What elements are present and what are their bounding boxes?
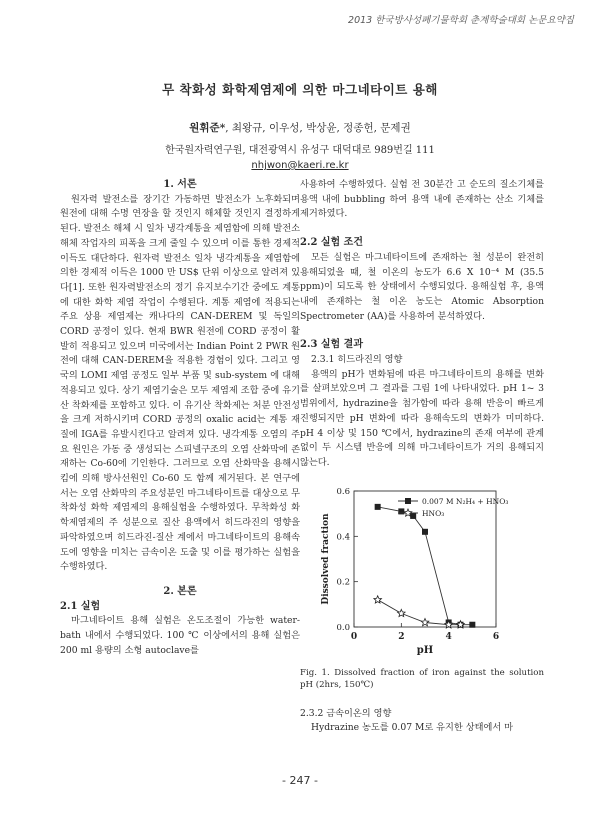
y-tick-label: 0.6 [336, 486, 350, 497]
x-axis-label: pH [416, 644, 434, 656]
section-body-title: 2. 본론 [163, 585, 197, 597]
data-point [422, 528, 428, 534]
left-column [60, 178, 300, 659]
x-tick-label: 4 [445, 631, 452, 642]
subsection-2-3-2-paragraph: Hydrazine 농도를 0.07 M로 유지한 상태에서 마 [311, 722, 514, 734]
series-line [378, 507, 473, 625]
authors [0, 120, 600, 135]
figure-1 [300, 477, 544, 667]
y-tick-label: 0.0 [336, 622, 350, 633]
data-point [374, 595, 382, 602]
affiliation: 한국원자력연구원, 대전광역시 유성구 대덕대로 989번길 111 [165, 145, 435, 156]
paper-title: 무 착화성 화학제염제에 의한 마그네타이트 용해 [162, 82, 438, 97]
data-point [398, 609, 406, 616]
title-block [0, 80, 600, 171]
y-tick-label: 0.4 [336, 531, 350, 542]
subsection-2-2-paragraph: 모든 실험은 마그네타이트에 존재하는 철 성분이 완전히 용해되었을 때, 철 이온의 농도가 6.6 X 10⁻⁴ M (35.5 ppm)이 되도록 한 상태에서 수행되었다. 용해실험 후, 용액 내에 존재하는 철 이온 농도는 Atomic Absorption Spectrometer (AA)를 사용하여 분석하였다. [300, 251, 544, 322]
legend-label: HNO₃ [422, 508, 445, 518]
subsection-2-2-title: 2.2 실험 조건 [300, 237, 364, 249]
subsection-2-3-2-title: 2.3.2 금속이온의 영향 [300, 707, 392, 719]
x-tick-label: 6 [492, 631, 500, 642]
introduction-paragraph: 원자력 발전소를 장기간 가동하면 발전소가 노후화되며 원전에 대해 수명 연장을 할 것인지 해체할 것인지 결정하게 된다. 발전소 해체 시 일차 냉각계통을 제염함에 의해 발전소 해체 작업자의 피폭을 크게 줄일 수 있으며 이를 통한 경제적 이득도 대단하다. 원자력 발전소 일차 냉각계통을 제염함에 의한 경제적 이득은 1000 만 US$ 단위 이상으로 알려져 있다[1]. 또한 원자력발전소의 정기 유지보수기간 중에도 계통에 대한 화학 제염 작업이 수행된다. 계통 제염에 적용되는 주요 상용 제염제는 캐나다의 CAN-DEREM 및 독일의 CORD 공정이 있다. 현재 BWR 원전에 CORD 공정이 활발히 적용되고 있으며 미국에서는 Indian Point 2 PWR 원전에 대해 CAN-DEREM을 적용한 경험이 있다. 그리고 영국의 LOMI 제염 공정도 일부 부품 및 sub-system 에 대해 적용되고 있다. 상기 제염기술은 모두 제염제 조합 중에 유기산 착화제를 포함하고 있다. 이 유기산 착화제는 처분 안전성을 크게 저하시키며 CORD 공정의 oxalic acid는 계통 재질에 IGA를 유발시킨다고 알려져 있다. 냉각계통 오염의 주요 원인은 가동 중 생성되는 스피넬구조의 오염 산화막에 존재하는 Co-60에 기인한다. 그러므로 오염 산화막을 용해시킴에 의해 방사선원인 Co-60 도 함께 제거된다. 본 연구에서는 오염 산화막의 주요성분인 마그네타이트를 대상으로 무 착화성 화학 제염제의 용해실험을 수행하였다. 무착화성 화학제염제의 주 성분으로 질산 용액에서 히드라진의 영향을 파악하였으며 히드라진-질산 계에서 마그네타이트의 용해속도에 영향을 미치는 금속이온 도출 및 이를 평가하는 실험을 수행하였다. [60, 193, 300, 573]
legend-marker [405, 498, 411, 504]
subsection-2-1-paragraph: 마그네타이트 용해 실험은 온도조절이 가능한 water-bath 내에서 수행되었다. 100 ℃ 이상에서의 용해 실험은 200 ml 용량의 소형 autoclave를 [60, 615, 300, 656]
subsection-2-3-1-title: 2.3.1 히드라진의 영향 [311, 354, 403, 366]
y-tick-label: 0.2 [336, 577, 350, 588]
data-point [421, 618, 429, 625]
subsection-2-1-paragraph-continued: 사용하여 수행하였다. 실험 전 30분간 고 순도의 질소기체를 용액 내에 bubbling 하여 용액 내에 존재하는 산소 기체를 제거하였다. [300, 179, 544, 220]
legend-label: 0.007 M N₂H₄ + HNO₃ [422, 496, 509, 506]
email-address[interactable]: nhjwon@kaeri.re.kr [251, 160, 349, 171]
subsection-2-1-title: 2.1 실험 [60, 600, 101, 612]
x-tick-label: 2 [398, 631, 405, 642]
page-number: - 247 - [282, 774, 318, 787]
running-header: 2013 한국방사성폐기물학회 춘계학술대회 논문요약집 [348, 15, 574, 26]
subsection-2-3-title: 2.3 실험 결과 [300, 339, 364, 351]
dissolved-fraction-chart [300, 477, 544, 667]
y-axis-label: Dissolved fraction [321, 513, 331, 605]
x-tick-label: 0 [350, 631, 358, 642]
data-point [375, 504, 381, 510]
data-point [469, 621, 475, 627]
figure-1-caption: Fig. 1. Dissolved fraction of iron against the solution pH (2hrs, 150℃) [300, 667, 544, 690]
data-point [410, 513, 416, 519]
corresponding-author: 원휘준* [189, 122, 226, 134]
co-authors: , 최왕규, 이우성, 박상윤, 정종헌, 문제권 [225, 122, 411, 134]
right-column [300, 178, 544, 736]
data-point [398, 508, 404, 514]
subsection-2-3-1-paragraph: 용액의 pH가 변화됨에 따른 마그네타이트의 용해를 변화를 살펴보았으며 그 결과를 그림 1에 나타내었다. pH 1~ 3 범위에서, hydrazine을 첨가함에 따라 용해 반응이 빠르게 진행되지만 pH 변화에 따라 용해속도의 변화가 미미하다. pH 4 이상 및 150 ℃에서, hydrazine의 존재 여부에 관계없이 두 시스템 반응에 의해 마그네타이트가 거의 용해되지 않는다. [300, 368, 544, 468]
section-introduction-title: 1. 서론 [163, 179, 197, 190]
